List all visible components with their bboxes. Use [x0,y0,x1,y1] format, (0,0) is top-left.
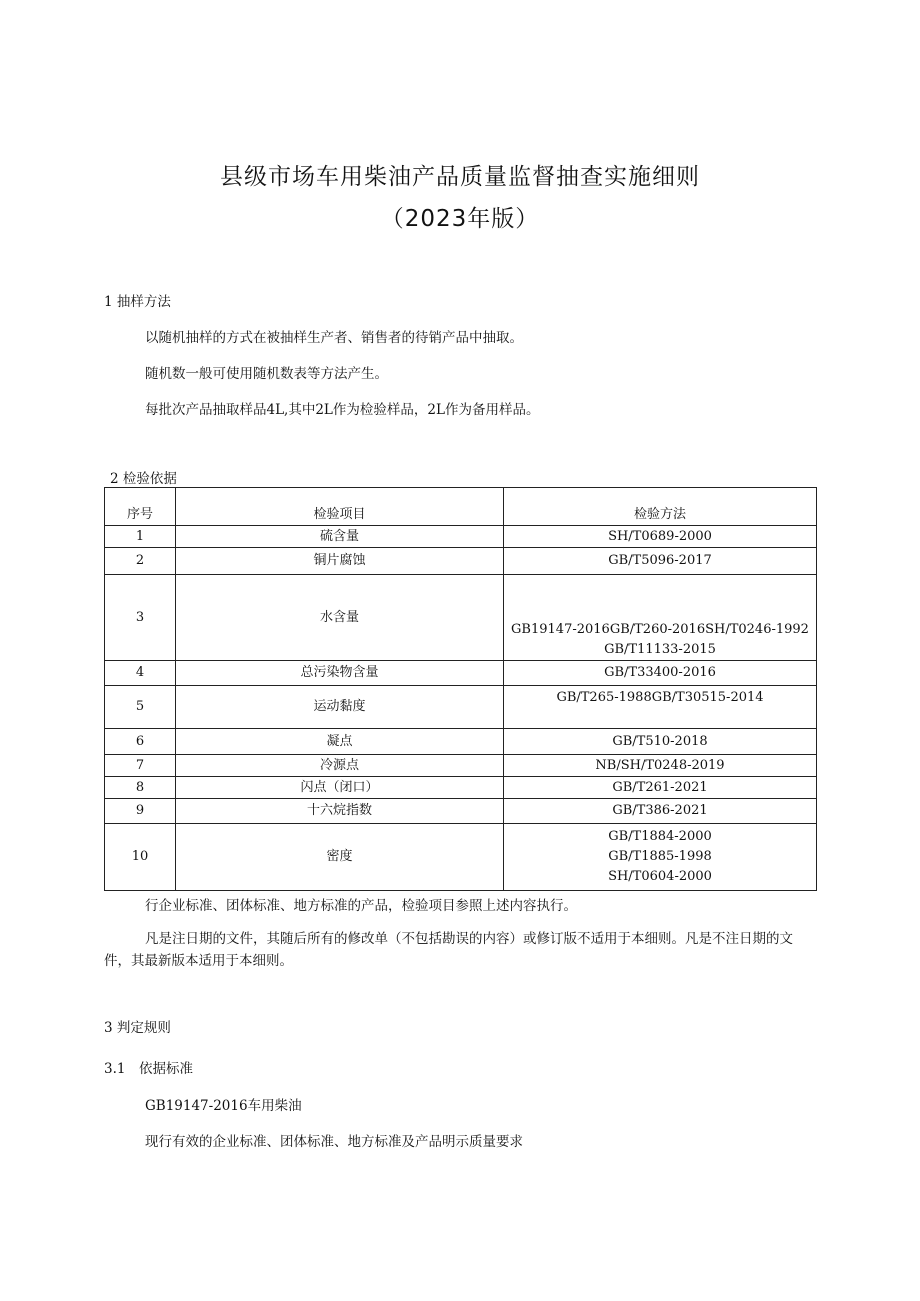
section-1-paragraph: 随机数一般可使用随机数表等方法产生。 [145,366,388,382]
document-subtitle: （2023年版） [380,206,540,232]
method-line: GB19147-2016GB/T260-2016SH/T0246-1992 [511,622,809,637]
document-title: 县级市场车用柴油产品质量监督抽查实施细则 [220,164,700,190]
section-3-heading: 3 判定规则 [104,1020,171,1036]
table-row [105,729,817,755]
row-inspection-method [504,824,817,891]
section-1-paragraph: 以随机抽样的方式在被抽样生产者、销售者的待销产品中抽取。 [145,330,523,346]
table-header-row [105,488,817,526]
row-inspection-item: 总污染物含量 [176,661,504,686]
section-3-1-heading: 3.1 依据标准 [104,1061,193,1077]
row-serial-number: 4 [105,661,176,686]
row-inspection-item: 密度 [176,824,504,891]
header-serial-number: 序号 [105,488,176,526]
table-row [105,824,817,891]
inspection-table [104,487,817,891]
header-inspection-method: 检验方法 [504,488,817,526]
row-inspection-method: GB/T33400-2016 [504,661,817,686]
method-line: GB/T1884-2000 [608,829,712,844]
method-line: SH/T0604-2000 [608,869,712,884]
row-inspection-item: 冷源点 [176,755,504,777]
section-2-note: 行企业标准、团体标准、地方标准的产品，检验项目参照上述内容执行。 [145,898,577,914]
row-inspection-item: 凝点 [176,729,504,755]
row-serial-number: 6 [105,729,176,755]
row-inspection-method: GB/T510-2018 [504,729,817,755]
section-3-paragraph: GB19147-2016车用柴油 [145,1098,302,1114]
table-row [105,686,817,729]
row-serial-number: 10 [105,824,176,891]
row-serial-number: 8 [105,777,176,799]
header-inspection-item: 检验项目 [176,488,504,526]
table-row [105,755,817,777]
method-line: GB/T1885-1998 [608,849,712,864]
row-inspection-method: GB/T261-2021 [504,777,817,799]
section-2-note: 凡是注日期的文件，其随后所有的修改单（不包括勘误的内容）或修订版不适用于本细则。凡是不注日期的文件，其最新版本适用于本细则。 [104,931,793,969]
row-serial-number: 9 [105,799,176,824]
row-inspection-method [504,575,817,661]
row-serial-number: 7 [105,755,176,777]
table-row [105,526,817,548]
section-1-heading: 1 抽样方法 [104,294,171,310]
row-serial-number: 2 [105,548,176,575]
row-inspection-item: 闪点（闭口） [176,777,504,799]
row-inspection-method: SH/T0689-2000 [504,526,817,548]
table-row [105,661,817,686]
section-3-paragraph: 现行有效的企业标准、团体标准、地方标准及产品明示质量要求 [145,1134,523,1150]
method-line: GB/T11133-2015 [604,642,716,657]
row-inspection-item: 铜片腐蚀 [176,548,504,575]
row-inspection-item: 水含量 [176,575,504,661]
row-serial-number: 3 [105,575,176,661]
row-inspection-item: 十六烷指数 [176,799,504,824]
row-inspection-item: 运动黏度 [176,686,504,729]
table-row [105,575,817,661]
row-inspection-method: NB/SH/T0248-2019 [504,755,817,777]
table-row [105,777,817,799]
row-serial-number: 1 [105,526,176,548]
table-row [105,548,817,575]
row-inspection-item: 硫含量 [176,526,504,548]
table-row [105,799,817,824]
row-inspection-method: GB/T5096-2017 [504,548,817,575]
row-inspection-method: GB/T386-2021 [504,799,817,824]
section-2-heading: 2 检验依据 [110,471,177,487]
row-inspection-method: GB/T265-1988GB/T30515-2014 [504,686,817,729]
row-serial-number: 5 [105,686,176,729]
section-1-paragraph: 每批次产品抽取样品4L,其中2L作为检验样品，2L作为备用样品。 [145,402,540,418]
